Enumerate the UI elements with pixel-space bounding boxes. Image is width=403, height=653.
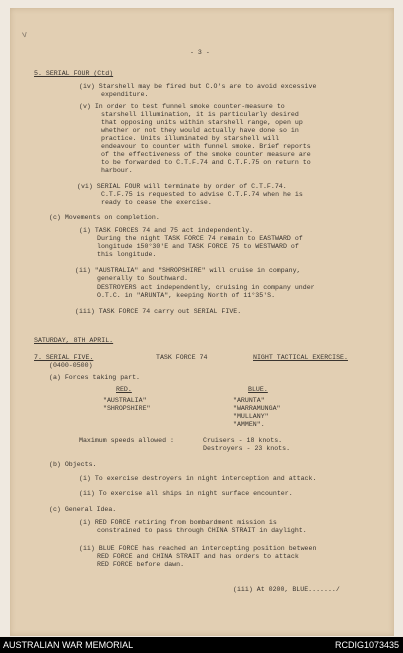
section7-a-heading: (a) Forces taking part. [49, 374, 141, 381]
section7-c-ii-3: RED FORCE before dawn. [97, 561, 185, 568]
speeds-destroyers: Destroyers - 23 knots. [203, 445, 291, 452]
section5-v-3: that opposing units within starshell range, open up [101, 119, 303, 126]
blue-force-label: BLUE. [248, 386, 268, 393]
section7-c-heading: (c) General Idea. [49, 506, 117, 513]
section5-v-7: of the effectiveness of the smoke counter measure are [101, 151, 311, 158]
section5-vi-1: (vi) SERIAL FOUR will terminate by order of C.T.F.74. [77, 183, 287, 190]
continuation-line: (iii) At 0200, BLUE......./ [233, 586, 340, 593]
page-number: - 3 - [190, 49, 210, 56]
blue-force-ship-1: "ARUNTA" [233, 397, 265, 404]
section5-heading: 5. SERIAL FOUR (Ctd) [34, 70, 114, 77]
blue-force-ship-3: "MULLANY" [233, 413, 269, 420]
section5-v-4: whether or not they would actually have done so in [101, 127, 299, 134]
section5-v-8: to be forwarded to C.T.F.74 and C.T.F.75 on return to [101, 159, 311, 166]
section7-b-i: (i) To exercise destroyers in night interception and attack. [79, 475, 317, 482]
section5-v-5: practice. Units illuminated by starshell will [101, 135, 280, 142]
section5-v-6: endeavour to counter with funnel smoke. Brief reports [101, 143, 311, 150]
blue-force-ship-2: "WARRAMUNGA" [233, 405, 281, 412]
section5-vi-2: C.T.F.75 is requested to advise C.T.F.74 when he is [101, 191, 303, 198]
section5-c-ii-2: generally to Southward. [97, 275, 189, 282]
speeds-label: Maximum speeds allowed : [79, 437, 174, 444]
section5-c-ii-1: (ii) "AUSTRALIA" and "SHROPSHIRE" will cruise in company, [75, 267, 301, 274]
section7-c-i-1: (i) RED FORCE retiring from bombardment mission is [79, 519, 277, 526]
section7-time: (0400-0500) [49, 362, 93, 369]
date-heading: SATURDAY, 8TH APRIL. [34, 337, 114, 344]
section7-c-ii-2: RED FORCE and CHINA STRAIT and has orders to attack [97, 553, 299, 560]
section5-iv-2: expenditure. [101, 91, 149, 98]
section7-force: TASK FORCE 74 [156, 354, 208, 361]
speeds-cruisers: Cruisers - 18 knots. [203, 437, 283, 444]
footer-record-id: RCDIG1073435 [334, 640, 399, 650]
archive-footer [0, 637, 403, 653]
red-force-label: RED. [116, 386, 132, 393]
red-force-ship-2: "SHROPSHIRE" [103, 405, 151, 412]
section5-c-i-3: longitude 150°30'E and TASK FORCE 75 to WESTWARD of [97, 243, 299, 250]
footer-institution: AUSTRALIAN WAR MEMORIAL [3, 640, 134, 650]
section5-c-iii: (iii) TASK FORCE 74 carry out SERIAL FIVE. [75, 308, 242, 315]
margin-mark: v [21, 29, 29, 41]
section5-c-ii-4: O.T.C. in "ARUNTA", keeping North of 11°35'S. [97, 292, 276, 299]
section5-c-heading: (c) Movements on completion. [49, 214, 160, 221]
section7-exercise: NIGHT TACTICAL EXERCISE. [253, 354, 348, 361]
section5-c-ii-3: DESTROYERS act independently, cruising in company under [97, 284, 315, 291]
red-force-ship-1: "AUSTRALIA" [103, 397, 147, 404]
section5-c-i-2: During the night TASK FORCE 74 remain to EASTWARD of [97, 235, 303, 242]
section7-b-ii: (ii) To exercise all ships in night surface encounter. [79, 490, 293, 497]
section5-c-i-4: this longitude. [97, 251, 157, 258]
blue-force-ship-4: "AMMEN". [233, 421, 265, 428]
section5-c-i-1: (i) TASK FORCES 74 and 75 act independently. [79, 227, 254, 234]
section7-heading: 7. SERIAL FIVE. [34, 354, 94, 361]
section5-vi-3: ready to cease the exercise. [101, 199, 212, 206]
section5-iv: (iv) Starshell may be fired but C.O's are to avoid excessive [79, 83, 317, 90]
section5-v-9: harbour. [101, 167, 133, 174]
section7-b-heading: (b) Objects. [49, 461, 97, 468]
section7-c-i-2: constrained to pass through CHINA STRAIT in daylight. [97, 527, 307, 534]
section5-v-2: starshell illumination, it is particularly desired [101, 111, 299, 118]
section5-v-1: (v) In order to test funnel smoke counter-measure to [79, 103, 285, 110]
section7-c-ii-1: (ii) BLUE FORCE has reached an intercepting position between [79, 545, 317, 552]
